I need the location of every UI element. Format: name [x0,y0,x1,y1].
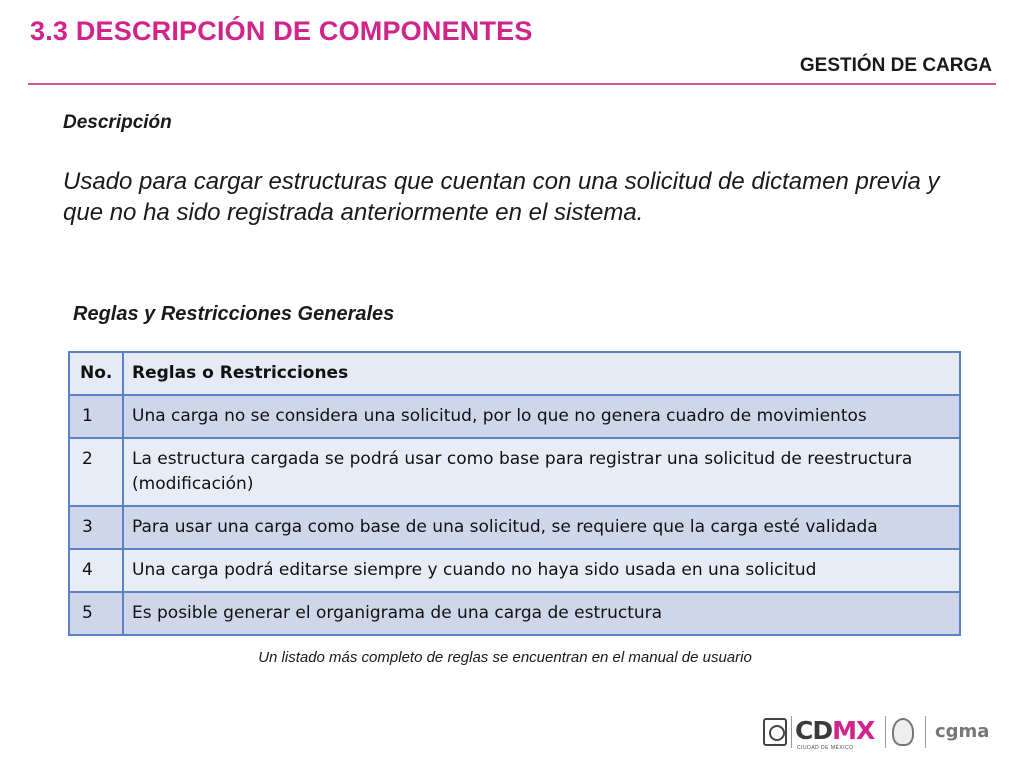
table-row [69,395,960,438]
footnote: Un listado más completo de reglas se encuentran en el manual de usuario [258,649,752,666]
rules-table [68,351,961,636]
rule-text: Es posible generar el organigrama de una carga de estructura [123,592,960,635]
logo-divider [885,716,886,748]
rule-number: 4 [69,549,123,592]
table-row [69,438,960,506]
cdmx-logo-subtitle: CIUDAD DE MÉXICO [797,745,854,751]
rule-number: 1 [69,395,123,438]
rules-heading: Reglas y Restricciones Generales [73,303,395,325]
cdmx-logo: CDMX [795,716,875,745]
rule-number: 5 [69,592,123,635]
table-row [69,506,960,549]
rule-number: 3 [69,506,123,549]
column-header-rule: Reglas o Restricciones [123,352,960,395]
logo-divider [925,716,926,748]
column-header-no: No. [69,352,123,395]
header-divider [28,83,996,85]
rule-text: Una carga podrá editarse siempre y cuando no haya sido usada en una solicitud [123,549,960,592]
table-row [69,549,960,592]
badge-icon [892,718,914,746]
section-subtitle: GESTIÓN DE CARGA [799,55,992,76]
rule-number: 2 [69,438,123,506]
rule-text: Para usar una carga como base de una solicitud, se requiere que la carga esté validada [123,506,960,549]
rule-text: Una carga no se considera una solicitud, por lo que no genera cuadro de movimientos [123,395,960,438]
logo-divider [791,716,792,748]
cgma-logo: cgma [935,721,990,742]
page-title: 3.3 DESCRIPCIÓN DE COMPONENTES [30,16,533,46]
table-header-row [69,352,960,395]
government-seal-icon [763,718,787,746]
table-row [69,592,960,635]
description-body: Usado para cargar estructuras que cuentan con una solicitud de dictamen previa y que no ha sido registrada anteriormente en el sistema. [63,168,940,226]
footer-logos [755,712,1000,752]
description-heading: Descripción [63,112,172,133]
rule-text: La estructura cargada se podrá usar como base para registrar una solicitud de reestructura (modificación) [123,438,960,506]
